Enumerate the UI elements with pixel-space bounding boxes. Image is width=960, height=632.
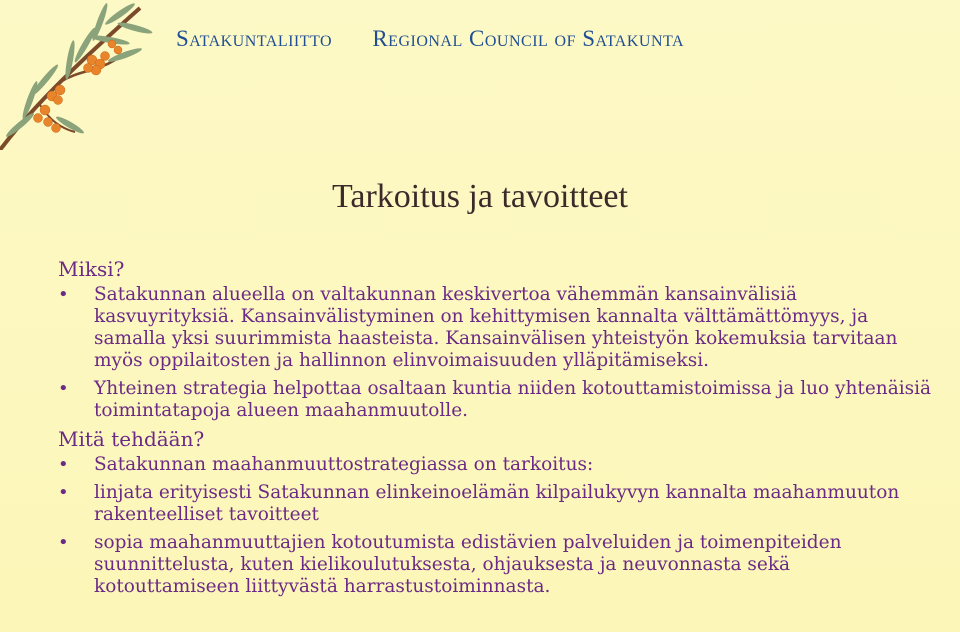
bullet-icon: • <box>58 454 69 475</box>
section-heading-what: Mitä tehdään? <box>58 427 205 451</box>
organization-header <box>176 26 960 52</box>
header-org-english: Regional Council of Satakunta <box>372 26 685 51</box>
bullet-item <box>58 378 938 422</box>
bullet-text: linjata erityisesti Satakunnan elinkeinoelämän kilpailukyvyn kannalta maahanmuuton rakenteelliset tavoitteet <box>94 482 900 525</box>
sea-buckthorn-branch-illustration <box>0 0 160 150</box>
bullet-icon: • <box>58 532 69 553</box>
bullet-item <box>58 532 938 598</box>
section-heading-why: Miksi? <box>58 257 125 281</box>
bullet-text: Satakunnan alueella on valtakunnan keskivertoa vähemmän kansainvälisiä kasvuyrityksiä. Kansainvälistyminen on kehittymisen kannalta välttämättömyys, ja samalla yksi suurimmista haasteista. Kansainvälisen yhteistyön kokemuksia tarvitaan myös oppilaitosten ja hallinnon elinvoimaisuuden ylläpitämiseksi. <box>94 284 898 371</box>
slide-title: Tarkoitus ja tavoitteet <box>332 178 628 215</box>
bullet-text: sopia maahanmuuttajien kotoutumista edistävien palveluiden ja toimenpiteiden suunnittelusta, kuten kielikoulutuksesta, ohjauksesta ja neuvonnasta sekä kotouttamiseen liittyvästä harrastustoiminnasta. <box>94 532 842 597</box>
slide-body <box>58 258 938 604</box>
bullet-text: Satakunnan maahanmuuttostrategiassa on tarkoitus: <box>94 454 594 475</box>
bullet-item <box>58 482 938 526</box>
header-org-finnish: Satakuntaliitto <box>176 26 333 51</box>
bullet-item <box>58 284 938 372</box>
bullet-icon: • <box>58 482 69 503</box>
bullet-icon: • <box>58 378 69 399</box>
bullet-item <box>58 454 938 476</box>
bullet-icon: • <box>58 284 69 305</box>
bullet-text: Yhteinen strategia helpottaa osaltaan kuntia niiden kotouttamistoimissa ja luo yhtenäisiä toimintatapoja alueen maahanmuutolle. <box>94 378 932 421</box>
